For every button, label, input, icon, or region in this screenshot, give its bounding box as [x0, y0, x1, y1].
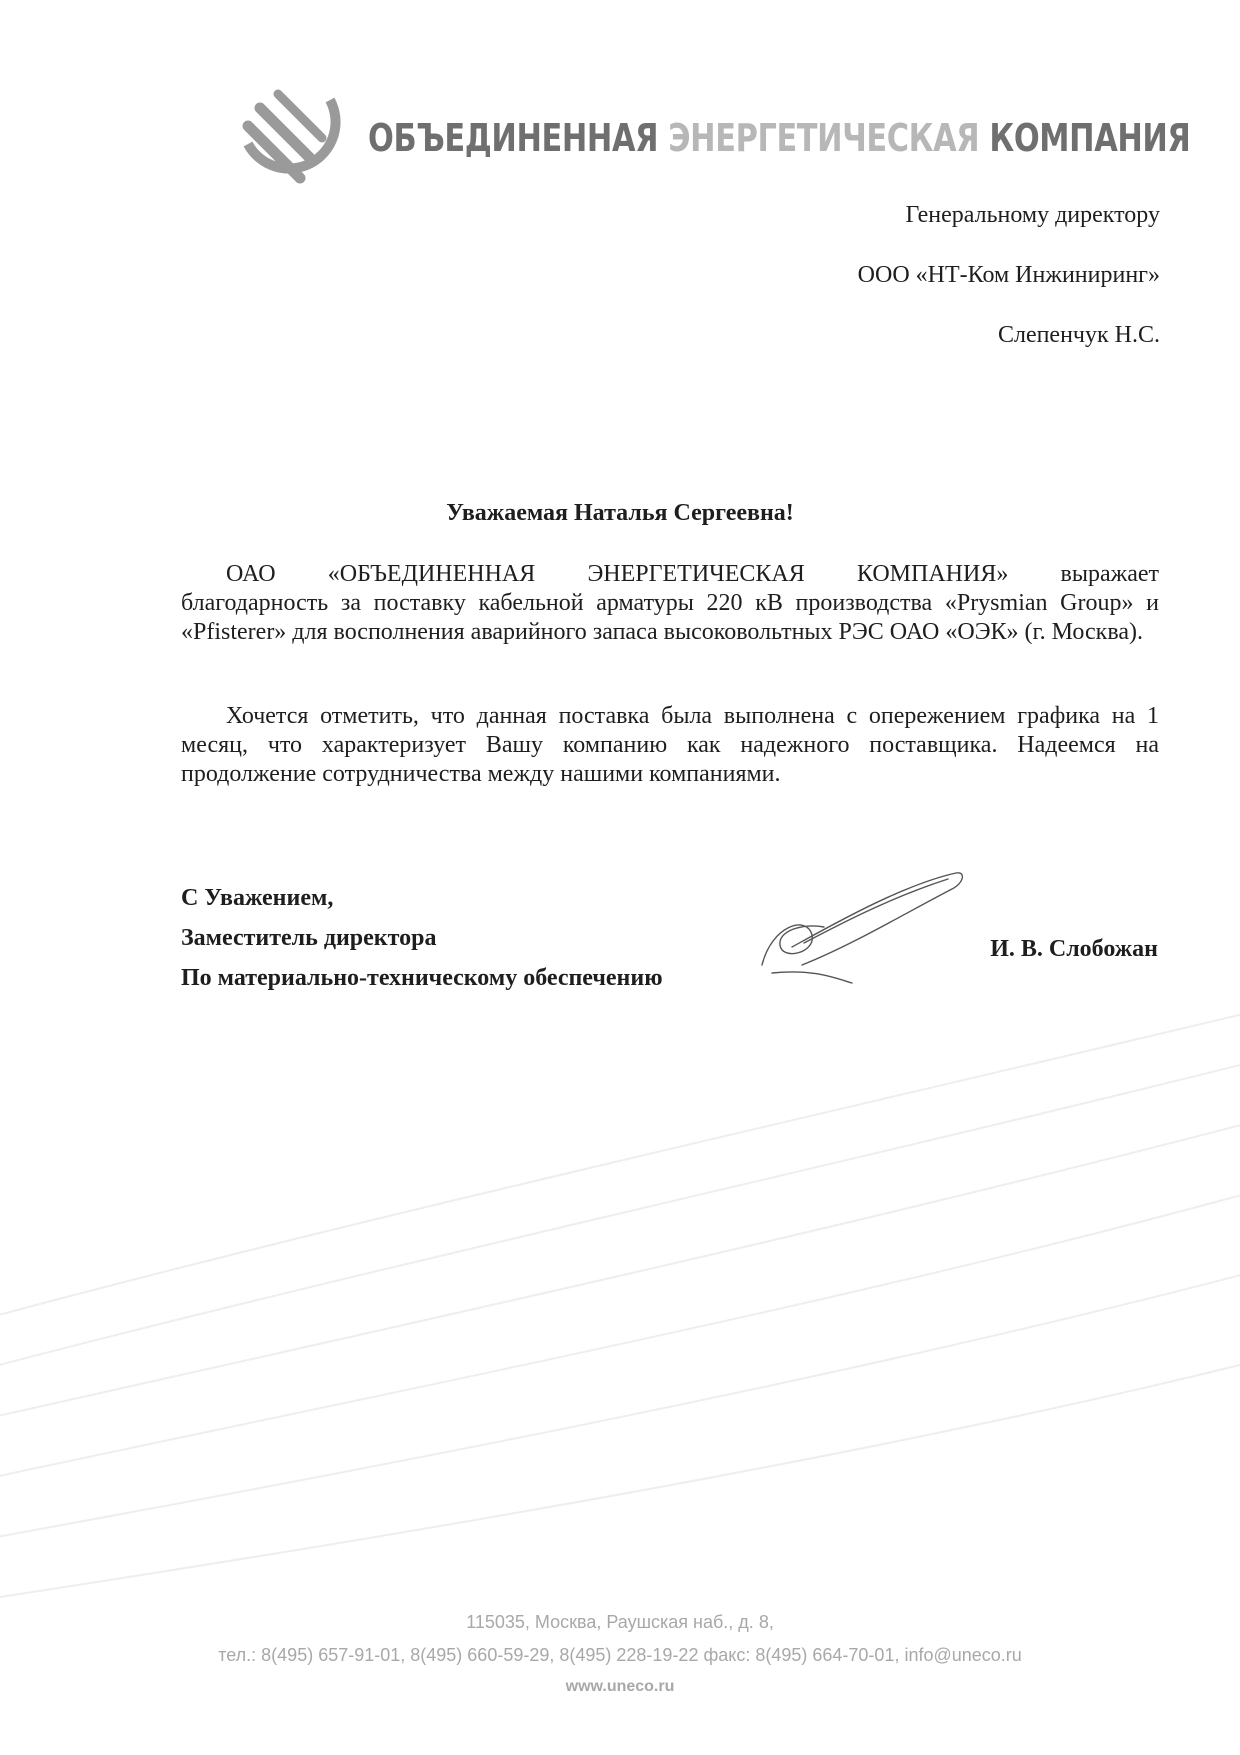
footer-contacts: тел.: 8(495) 657-91-01, 8(495) 660-59-29, 8(495) 228-19-22 факс: 8(495) 664-70-01, info@uneco.ru: [218, 1645, 1022, 1665]
body-paragraph-1: [181, 560, 1159, 647]
footer-address: 115035, Москва, Раушская наб., д. 8,: [466, 1612, 774, 1632]
company-logo-text: [368, 116, 1190, 160]
closing-position: Заместитель директора: [181, 925, 437, 951]
footer-website: www.uneco.ru: [565, 1678, 675, 1695]
body-paragraph-2-text: Хочется отметить, что данная поставка была выполнена с опережением графика на 1 месяц, что характеризует Вашу компанию как надежного поставщика. Надеемся на продолжение сотрудничества между нашими компаниями.: [181, 703, 1159, 787]
logo-text-part1: ОБЪЕДИНЕННАЯ: [368, 116, 659, 160]
logo-text-part3: КОМПАНИЯ: [989, 116, 1191, 160]
closing-department: По материально-техническому обеспечению: [181, 965, 663, 991]
recipient-line-3: Слепенчук Н.С.: [997, 322, 1160, 348]
greeting: Уважаемая Наталья Сергеевна!: [446, 500, 794, 526]
logo-text-part2: ЭНЕРГЕТИЧЕСКАЯ: [668, 116, 980, 160]
body-paragraph-1-first-line: ОАО «ОБЪЕДИНЕННАЯ ЭНЕРГЕТИЧЕСКАЯ КОМПАНИЯ» выражает: [226, 561, 1159, 587]
body-paragraph-1-rest: благодарность за поставку кабельной арматуры 220 кВ производства «Prysmian Group» и «Pfisterer» для восполнения аварийного запаса высоковольтных РЭС ОАО «ОЭК» (г. Москва).: [181, 590, 1159, 645]
closing-regards: С Уважением,: [181, 885, 334, 911]
signatory-name: И. В. Слобожан: [990, 936, 1158, 962]
recipient-line-2: ООО «НТ-Ком Инжиниринг»: [857, 262, 1160, 288]
handwritten-signature: [752, 865, 972, 985]
closing-block: [181, 878, 663, 998]
body-paragraph-2: [181, 702, 1159, 789]
company-logo-icon: [238, 86, 348, 196]
recipient-line-1: Генеральному директору: [905, 202, 1160, 228]
